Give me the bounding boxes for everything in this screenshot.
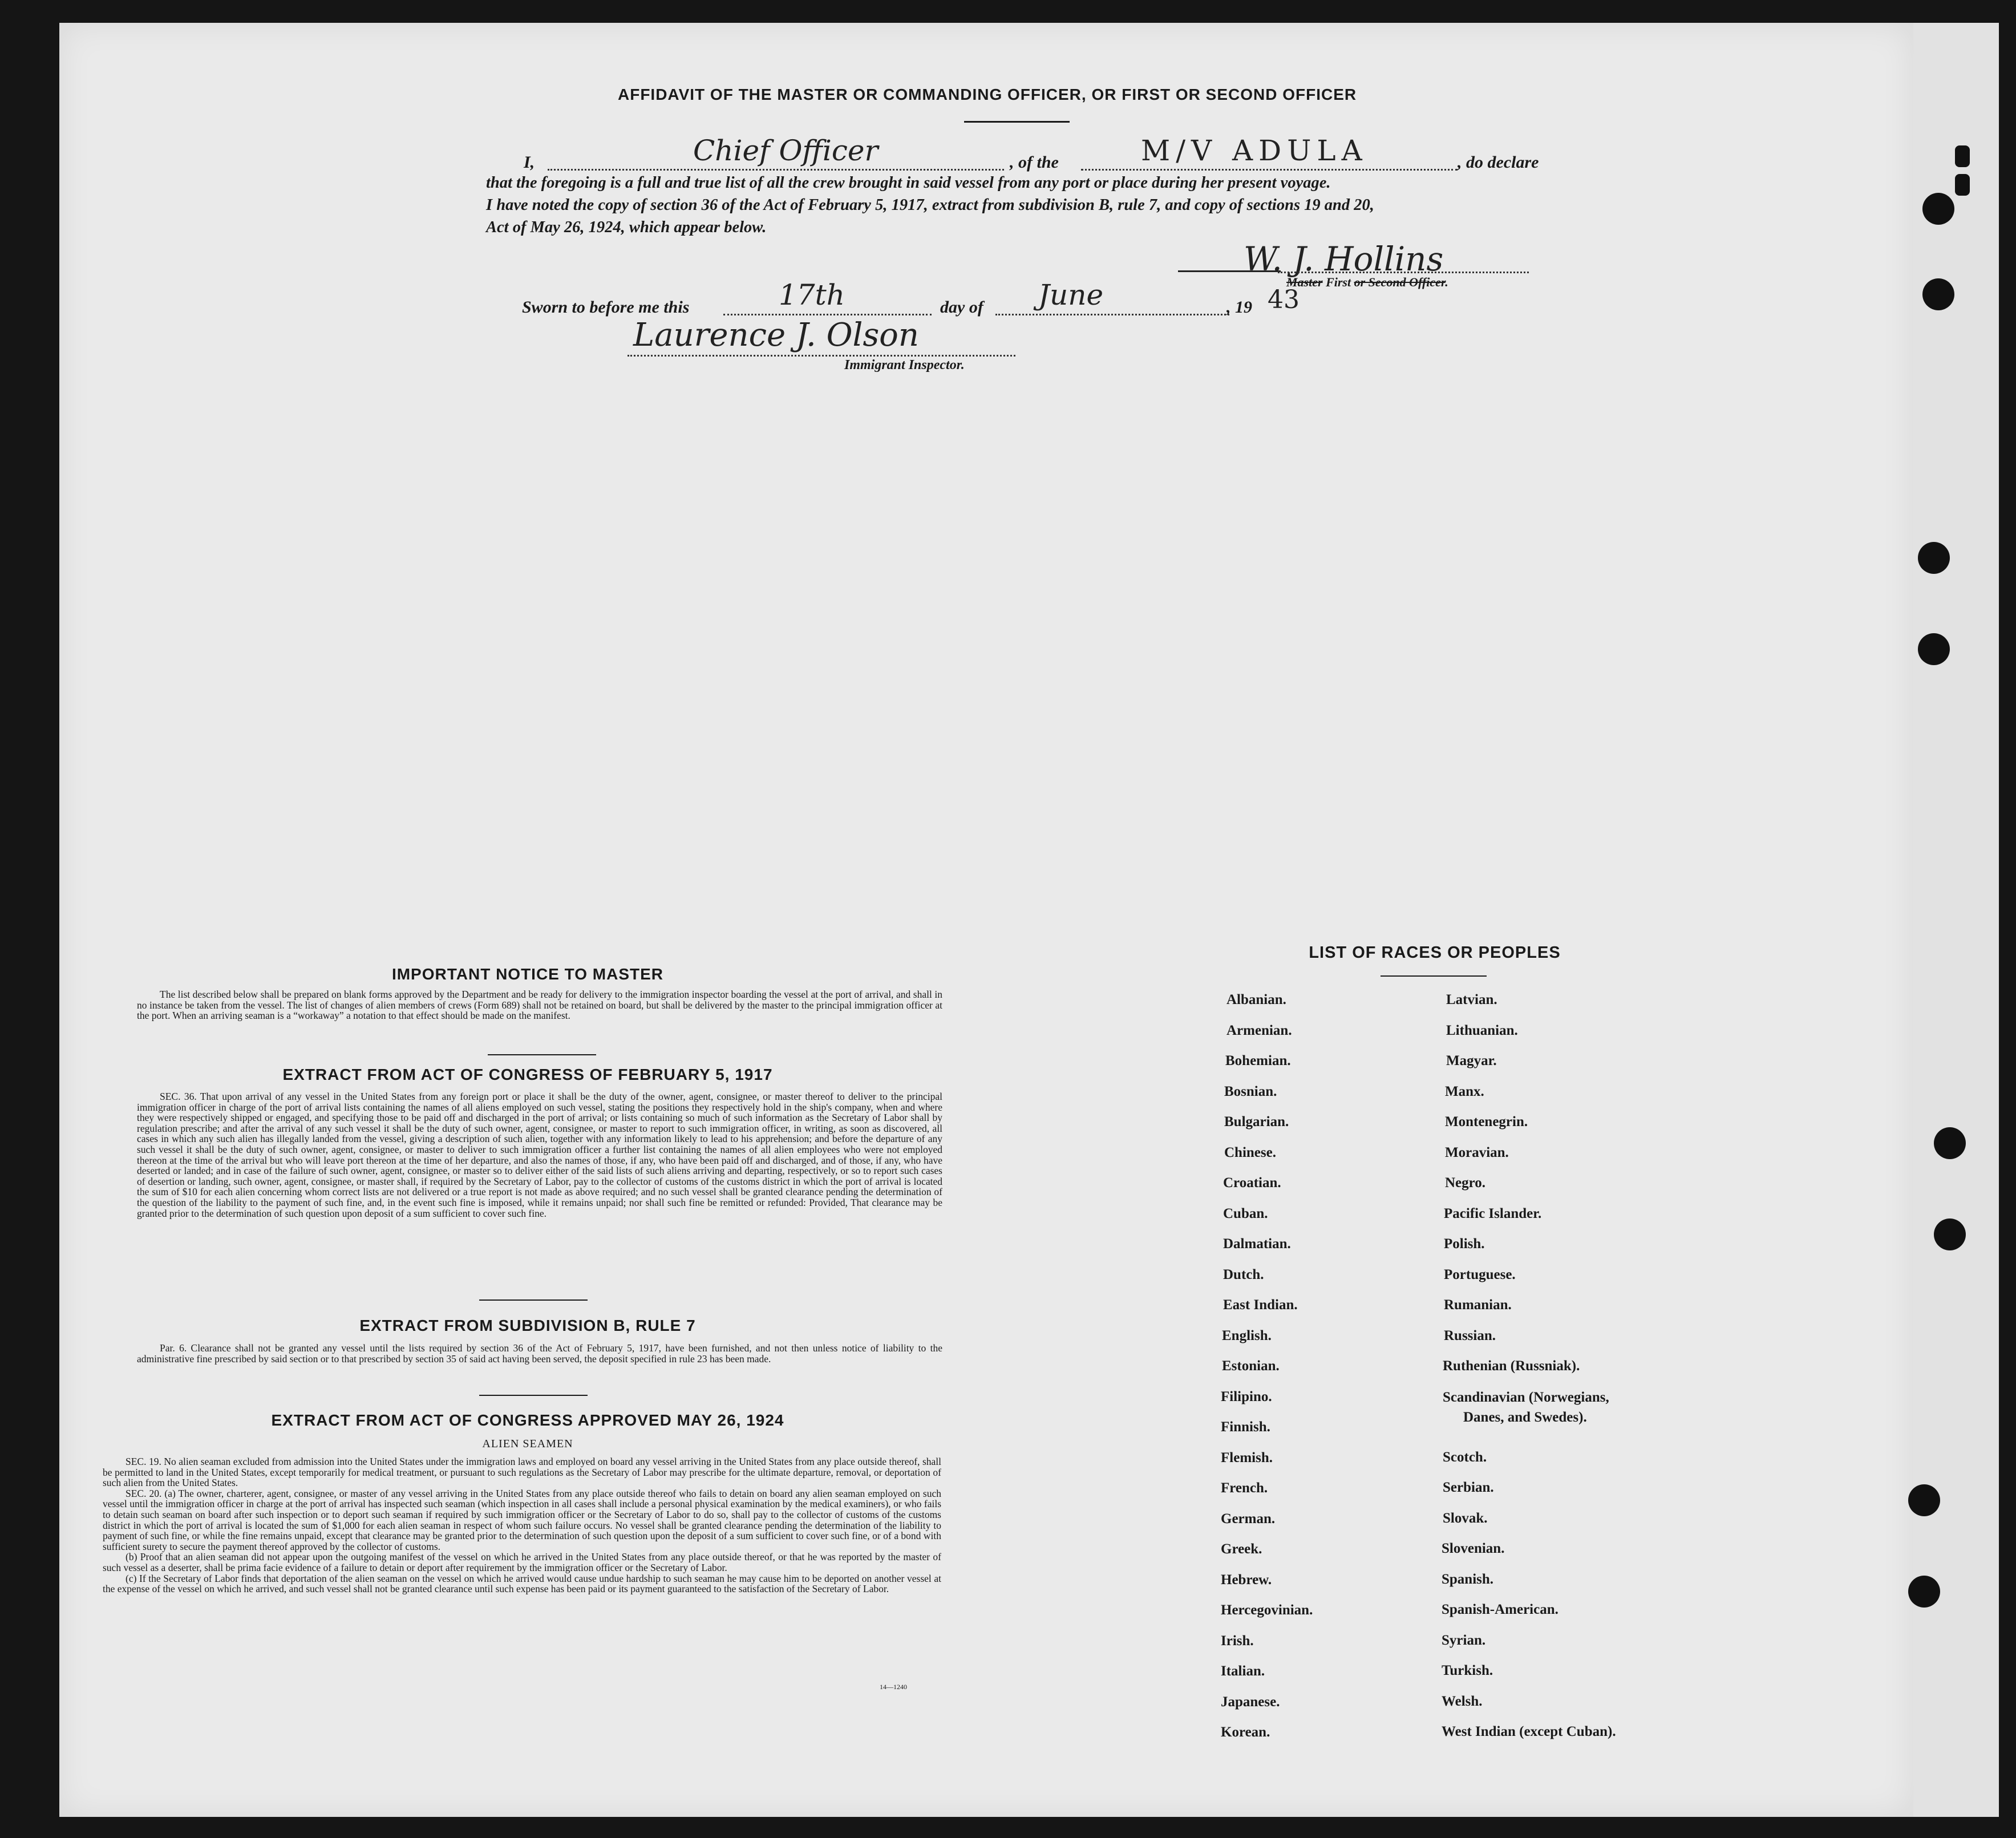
race-item: Turkish. [1442,1663,1493,1678]
notice-body [137,989,942,1021]
race-item: Flemish. [1221,1450,1273,1465]
declarant-handwritten: Chief Officer [693,134,879,167]
race-item: Bulgarian. [1224,1114,1289,1129]
sworn-prefix: Sworn to before me this [522,298,690,317]
officer-title [1286,275,1448,290]
binder-hole [1908,1576,1940,1608]
race-item: Croatian. [1223,1175,1281,1191]
binder-hole [1918,542,1950,574]
race-item: Bohemian. [1225,1053,1291,1068]
binder-slot [1955,145,1970,167]
race-item: Dutch. [1223,1266,1264,1282]
officer-title-second: or Second Officer [1354,275,1446,289]
binder-slot [1955,174,1970,196]
race-item: Hercegovinian. [1221,1602,1313,1618]
rule7-body [137,1343,942,1364]
sworn-month: June [1038,278,1104,311]
affidavit-line1-suffix: , do declare [1458,153,1539,172]
sec19-paragraph: SEC. 19. No alien seaman excluded from admission into the United States under the immigration laws and employed on board any vessel arriving in the United States from any place outside thereof, shall be permitted to land in the United States, except temporarily for medical treatment, or pursuant to such regulations as the Secretary of Labor may prescribe for the ultimate departure, removal, or deportation of such alien from the United States. [103,1456,941,1489]
affidavit-title: AFFIDAVIT OF THE MASTER OR COMMANDING OFFICER, OR FIRST OR SECOND OFFICER [618,86,1357,103]
sec20a-paragraph: SEC. 20. (a) The owner, charterer, agent, consignee, or master of any vessel arriving in the United States from any place outside thereof who fails to detain on board any alien seaman employed on such vessel until the immigration officer in charge at the port of arrival has inspected such seaman (which inspection in all cases shall include a personal physical examination by the medical examiners), or who fails to detain such seaman on board after such inspection or to deport such seaman if required by such immigration officer or the Secretary of Labor to do so, shall pay to the collector of customs of the customs district in which the port of arrival is located the sum of $1,000 for each alien seaman in respect of whom such failure occurs. No vessel shall be granted clearance pending the determination of the liability to payment of such fine, or while the fine remains unpaid, except that clearance may be granted prior to the determination of such question upon the deposit of a sum sufficient to cover such fine, or of a bond with sufficient surety to secure the payment thereof approved by the collector of customs. [103,1487,941,1552]
race-item: Portuguese. [1444,1266,1516,1282]
race-item: Albanian. [1226,992,1286,1007]
race-item: Japanese. [1221,1694,1280,1710]
race-item: Filipino. [1221,1388,1272,1404]
race-item: Estonian. [1222,1358,1280,1374]
race-item: German. [1221,1511,1276,1527]
officer-title-master: Master [1286,275,1323,289]
rule7-paragraph: Par. 6. Clearance shall not be granted any vessel until the lists required by section 36 of the Act of February 5, 1917, have been furnished, and not then unless notice of liability to the administrative fine prescribed by said section or to that prescribed by section 35 of said act having been served, the deposit specified in rule 23 has been made. [137,1342,942,1365]
race-item: West Indian (except Cuban). [1442,1724,1616,1739]
race-item: Rumanian. [1444,1297,1512,1313]
race-item: Chinese. [1224,1144,1276,1160]
sworn-day: 17th [779,278,845,311]
notice-paragraph: The list described below shall be prepared on blank forms approved by the Department and be ready for delivery to the immigration inspector boarding the vessel at the port of arrival, and shall in no instance be taken from the vessel. The list of changes of alien members of crews (Form 689) shall not be retained on board, but shall be delivered by the master to the principal immigration officer at the port. When an arriving seaman is a “workaway” a notation to that effect should be made on the manifest. [137,989,942,1022]
officer-title-first: First [1322,275,1354,289]
affidavit-line2: that the foregoing is a full and true list of all the crew brought in said vessel from any port or place during her present voyage. [486,174,1331,192]
race-item: Hebrew. [1221,1572,1272,1588]
sec36-paragraph: SEC. 36. That upon arrival of any vessel in the United States from any foreign port or place it shall be the duty of the owner, agent, consignee, or master thereof to deliver to the principal immigration officer in charge of the port of arrival lists containing the names of all aliens employed on such vessel, stating the positions they respectively hold in the ship's company, when and where they were respectively shipped or engaged, and specifying those to be paid off and discharged in the port of arrival; or lists containing so much of such information as the Secretary of Labor shall by regulation prescribe; and after the arrival of any such vessel it shall be the duty of such owner, agent, consignee, or master to report to such immigration officer, in writing, as soon as discovered, all cases in which any such alien has illegally landed from the vessel, giving a description of such alien, together with any information likely to lead to his apprehension; and before the departure of any such vessel it shall be the duty of such owner, agent, consignee, or master to deliver to such immigration officer a further list containing the names of all alien employees who were not employed thereon at the time of the arrival but who will leave port thereon at the time of her departure, and also the names of those, if any, who have been paid off and discharged, and of those, if any, who have deserted or landed; and in case of the failure of such owner, agent, consignee, or master so to deliver either of the said lists of such aliens arriving and departing, respectively, or so to report such cases of desertion or landing, such owner, agent, consignee, or master shall, if required by the Secretary of Labor, pay to the collector of customs of the customs district in which the port of arrival is located the sum of $10 for each alien concerning whom correct lists are not delivered or a true report is not made as above required; and no such vessel shall be granted clearance pending the determination of the question of the liability to the payment of such fine, and, in the event such fine is imposed, while it remains unpaid; nor shall such fine be remitted or refunded: Provided, That clearance may be granted prior to the determination of such question upon deposit of a sum sufficient to cover such fine. [137,1091,942,1219]
race-item: Pacific Islander. [1444,1205,1542,1221]
race-item: Spanish. [1442,1571,1494,1587]
race-item: Dalmatian. [1223,1236,1291,1252]
race-item: Danes, and Swedes). [1463,1409,1587,1425]
race-item: Slovak. [1443,1510,1488,1526]
section-rule [479,1299,588,1301]
vessel-field-line [1081,169,1458,171]
races-left-column [1221,985,1313,1748]
race-item: Welsh. [1442,1693,1483,1709]
officer-signature: W. J. Hollins [1244,240,1444,278]
form-number: 14—1240 [880,1683,907,1691]
signature-underline [1178,270,1281,272]
title-rule [964,121,1070,123]
binder-hole [1918,633,1950,665]
binder-hole [1934,1127,1966,1159]
race-item: Polish. [1444,1236,1485,1252]
affidavit-line4: Act of May 26, 1924, which appear below. [486,218,767,236]
sec20b-paragraph: (b) Proof that an alien seaman did not appear upon the outgoing manifest of the vessel on which he arrived in the United States from any place outside thereof, or that he was reported by the master of such vessel as a deserter, shall be prima facie evidence of a failure to detain or deport after requirement by the immigration officer or the Secretary of Labor. [103,1551,941,1573]
section-rule [488,1054,596,1055]
race-item: French. [1221,1480,1268,1496]
affidavit-line1-mid: , of the [1010,153,1059,172]
binder-hole [1934,1218,1966,1250]
race-item: Manx. [1445,1083,1484,1099]
binder-hole [1922,193,1954,225]
binder-hole [1922,278,1954,310]
extract-1924-title: EXTRACT FROM ACT OF CONGRESS APPROVED MAY 26, 1924 [271,1411,784,1429]
sworn-month-line [995,314,1229,315]
officer-title-period: . [1445,275,1448,289]
race-item: East Indian. [1223,1297,1298,1313]
rule7-title: EXTRACT FROM SUBDIVISION B, RULE 7 [359,1317,696,1334]
race-item: Syrian. [1442,1632,1486,1648]
race-item: Magyar. [1446,1053,1497,1068]
race-item: Lithuanian. [1446,1022,1518,1038]
extract-1917-body [137,1091,942,1218]
races-title-rule [1381,975,1487,977]
race-item: Cuban. [1223,1205,1268,1221]
races-right-column [1440,985,1616,1747]
extract-1917-title: EXTRACT FROM ACT OF CONGRESS OF FEBRUARY 5, 1917 [282,1066,773,1083]
race-item: Italian. [1221,1663,1265,1679]
race-item: Negro. [1445,1175,1486,1191]
race-item: Montenegrin. [1445,1114,1528,1129]
race-item: Scotch. [1443,1449,1487,1465]
races-title: LIST OF RACES OR PEOPLES [1309,944,1561,962]
sworn-year-prefix: , 19 [1226,298,1252,317]
race-item: Irish. [1221,1633,1254,1649]
inspector-signature-line [628,355,1015,357]
section-rule [479,1395,588,1396]
binder-hole [1908,1484,1940,1516]
race-item: Korean. [1221,1724,1270,1740]
sworn-mid: day of [940,298,983,317]
race-item: Bosnian. [1224,1083,1277,1099]
race-item: Latvian. [1446,992,1497,1007]
alien-seamen-subtitle: ALIEN SEAMEN [482,1438,573,1450]
officer-signature-line [1278,272,1529,273]
race-item: Ruthenian (Russniak). [1443,1358,1580,1374]
race-item: Finnish. [1221,1419,1270,1435]
notice-title: IMPORTANT NOTICE TO MASTER [391,965,664,983]
affidavit-line3: I have noted the copy of section 36 of the Act of February 5, 1917, extract from subdivision B, rule 7, and copy of sections 19 and 20, [486,196,1374,214]
affidavit-line1-prefix: I, [524,153,535,172]
race-item: Moravian. [1445,1144,1509,1160]
sworn-day-line [723,314,932,315]
race-item: Scandinavian (Norwegians, [1443,1389,1609,1405]
race-item: Russian. [1444,1327,1496,1343]
vessel-handwritten: M/V ADULA [1141,134,1368,167]
race-item: Greek. [1221,1541,1262,1557]
declarant-field-line [548,169,1004,171]
race-item: Armenian. [1226,1022,1292,1038]
sworn-year: 43 [1268,285,1300,314]
race-item: Spanish-American. [1442,1602,1558,1617]
race-item: Slovenian. [1442,1541,1505,1556]
inspector-signature: Laurence J. Olson [633,317,919,354]
inspector-label: Immigrant Inspector. [844,358,965,373]
race-item: Serbian. [1443,1480,1494,1495]
sec20c-paragraph: (c) If the Secretary of Labor finds that deportation of the alien seaman on the vessel on which he arrived would cause undue hardship to such seaman he may cause him to be deported on another vessel at the expense of the vessel on which he arrived, and such vessel shall not be granted clearance until such expense has been paid or its payment guaranteed to the satisfaction of the Secretary of Labor. [103,1572,941,1595]
extract-1924-body [103,1456,941,1594]
race-item: English. [1222,1327,1272,1343]
